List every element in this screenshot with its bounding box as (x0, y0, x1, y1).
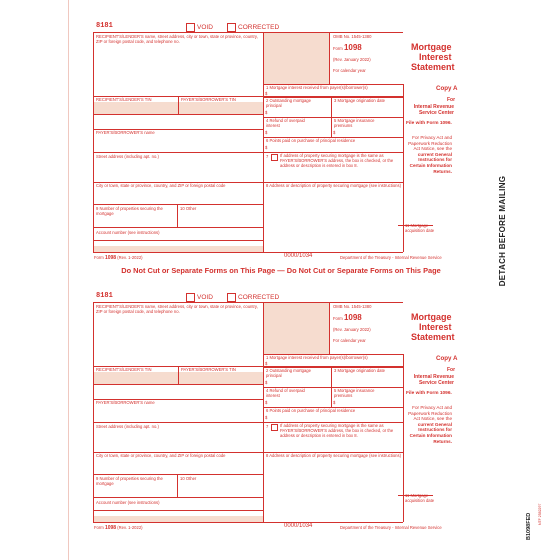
box11-label: 11 Mortgage acquisition date (405, 493, 435, 503)
payer-tin: PAYER'S/BORROWER'S TIN (181, 97, 236, 102)
for-label: For (447, 97, 456, 103)
box1-label: 1 Mortgage interest received from payer(s)/borrower(s) (266, 355, 368, 360)
void-label: VOID (186, 293, 213, 302)
footer-form: Form 1098 (Rev. 1-2022) (94, 255, 143, 261)
box4-label: 4 Refund of overpaid interest (266, 118, 305, 128)
file-with: File with Form 1096. (406, 121, 452, 126)
box7-text: If address of property securing mortgage is the same as PAYER'S/BORROWER'S address, the box is checked, or the address or description is entered in box 8. (280, 423, 394, 438)
account-label: Account number (see instructions) (96, 230, 160, 235)
void-label: VOID (186, 23, 213, 32)
box2-dollar: $ (265, 380, 268, 385)
corrected-checkbox[interactable] (227, 23, 236, 32)
privacy-text: For Privacy Act and Paperwork Reduction Act Notice, see the current General Instructions for Certain Information Returns. (408, 135, 452, 174)
recipient-tin: RECIPIENT'S/LENDER'S TIN (96, 367, 152, 372)
box7-text: If address of property securing mortgage is the same as PAYER'S/BORROWER'S address, the box is checked, or the address or description is entered in box 8. (280, 153, 394, 168)
account-label: Account number (see instructions) (96, 500, 160, 505)
privacy-text: For Privacy Act and Paperwork Reduction Act Notice, see the current General Instructions for Certain Information Returns. (408, 405, 452, 444)
box1-dollar: $ (265, 361, 268, 366)
omb-number: OMB No. 1545-1380 (333, 304, 372, 309)
payer-name-label: PAYER'S/BORROWER'S name (96, 400, 155, 405)
form-1098-copy-top (93, 22, 530, 261)
box8-label: 8 Address or description of property securing mortgage (see instructions) (266, 183, 401, 188)
title-line1: Mortgage (411, 312, 452, 322)
box2-dollar: $ (265, 110, 268, 115)
corrected-checkbox[interactable] (227, 293, 236, 302)
footer-code: 0000/1034 (284, 523, 313, 529)
box9-label: 9 Number of properties securing the mortgage (96, 206, 163, 216)
box1-dollar: $ (265, 91, 268, 96)
recipient-tin: RECIPIENT'S/LENDER'S TIN (96, 97, 152, 102)
box6-label: 6 Points paid on purchase of principal residence (266, 138, 356, 143)
title-line3: Statement (411, 62, 455, 72)
rev-date: (Rev. January 2022) (333, 327, 371, 332)
calendar-year: For calendar year (333, 338, 366, 343)
street-label: Street address (including apt. no.) (96, 154, 159, 159)
void-checkbox[interactable] (186, 23, 195, 32)
recipient-label: RECIPIENT'S/LENDER'S name, street address, city or town, state or province, country, ZIP or foreign postal code, and telephone no. (96, 304, 258, 314)
form-number-code: 8181 (96, 292, 113, 300)
box6-dollar: $ (265, 415, 268, 420)
city-label: City or town, state or province, country, and ZIP or foreign postal code (96, 453, 226, 458)
box4-dollar: $ (265, 130, 268, 135)
box2-label: 2 Outstanding mortgage principal (266, 98, 311, 108)
copy-label: Copy A (436, 355, 458, 362)
box7-checkbox[interactable] (271, 424, 278, 431)
form-1098-copy-bottom (93, 292, 530, 531)
rev-date: (Rev. January 2022) (333, 57, 371, 62)
irs-center: Internal Revenue Service Center (413, 104, 454, 116)
title-line3: Statement (411, 332, 455, 342)
title-line2: Interest (419, 52, 452, 62)
detach-label: DETACH BEFORE MAILING (498, 175, 507, 287)
corrected-label: CORRECTED (227, 293, 279, 302)
box2-label: 2 Outstanding mortgage principal (266, 368, 311, 378)
for-label: For (447, 367, 456, 373)
margin-line (68, 0, 69, 560)
footer-form: Form 1098 (Rev. 1-2022) (94, 525, 143, 531)
title-line2: Interest (419, 322, 452, 332)
irs-center: Internal Revenue Service Center (413, 374, 454, 386)
footer-dept: Department of the Treasury - Internal Revenue Service (340, 525, 442, 530)
box5-dollar: $ (333, 130, 336, 135)
box3-label: 3 Mortgage origination date (334, 98, 385, 103)
form-label: Form 1098 (333, 313, 362, 322)
footer-dept: Department of the Treasury - Internal Revenue Service (340, 255, 442, 260)
footer-code: 0000/1034 (284, 253, 313, 259)
tiny-code: NTF 2582297 (538, 503, 542, 525)
file-with: File with Form 1096. (406, 391, 452, 396)
box5-label: 5 Mortgage insurance premiums (334, 118, 375, 128)
box7-num: 7 (266, 424, 269, 429)
box5-dollar: $ (333, 400, 336, 405)
box10-label: 10 Other (180, 476, 197, 481)
box10-label: 10 Other (180, 206, 197, 211)
omb-number: OMB No. 1545-1380 (333, 34, 372, 39)
form-label: Form 1098 (333, 43, 362, 52)
box7-checkbox[interactable] (271, 154, 278, 161)
separator-text: Do Not Cut or Separate Forms on This Page — Do Not Cut or Separate Forms on This Page (121, 266, 441, 275)
corrected-label: CORRECTED (227, 23, 279, 32)
box9-label: 9 Number of properties securing the mortgage (96, 476, 163, 486)
box1-label: 1 Mortgage interest received from payer(s)/borrower(s) (266, 85, 368, 90)
city-label: City or town, state or province, country, and ZIP or foreign postal code (96, 183, 226, 188)
box6-label: 6 Points paid on purchase of principal residence (266, 408, 356, 413)
box7-num: 7 (266, 154, 269, 159)
payer-name-label: PAYER'S/BORROWER'S name (96, 130, 155, 135)
street-label: Street address (including apt. no.) (96, 424, 159, 429)
box11-label: 11 Mortgage acquisition date (405, 223, 435, 233)
copy-label: Copy A (436, 85, 458, 92)
box8-label: 8 Address or description of property securing mortgage (see instructions) (266, 453, 401, 458)
box3-label: 3 Mortgage origination date (334, 368, 385, 373)
calendar-year: For calendar year (333, 68, 366, 73)
recipient-label: RECIPIENT'S/LENDER'S name, street address, city or town, state or province, country, ZIP or foreign postal code, and telephone no. (96, 34, 258, 44)
form-number-code: 8181 (96, 22, 113, 30)
box4-dollar: $ (265, 400, 268, 405)
title-line1: Mortgage (411, 42, 452, 52)
payer-tin: PAYER'S/BORROWER'S TIN (181, 367, 236, 372)
corner-code: B1098FED (526, 512, 532, 540)
box5-label: 5 Mortgage insurance premiums (334, 388, 375, 398)
box4-label: 4 Refund of overpaid interest (266, 388, 305, 398)
void-checkbox[interactable] (186, 293, 195, 302)
box6-dollar: $ (265, 145, 268, 150)
